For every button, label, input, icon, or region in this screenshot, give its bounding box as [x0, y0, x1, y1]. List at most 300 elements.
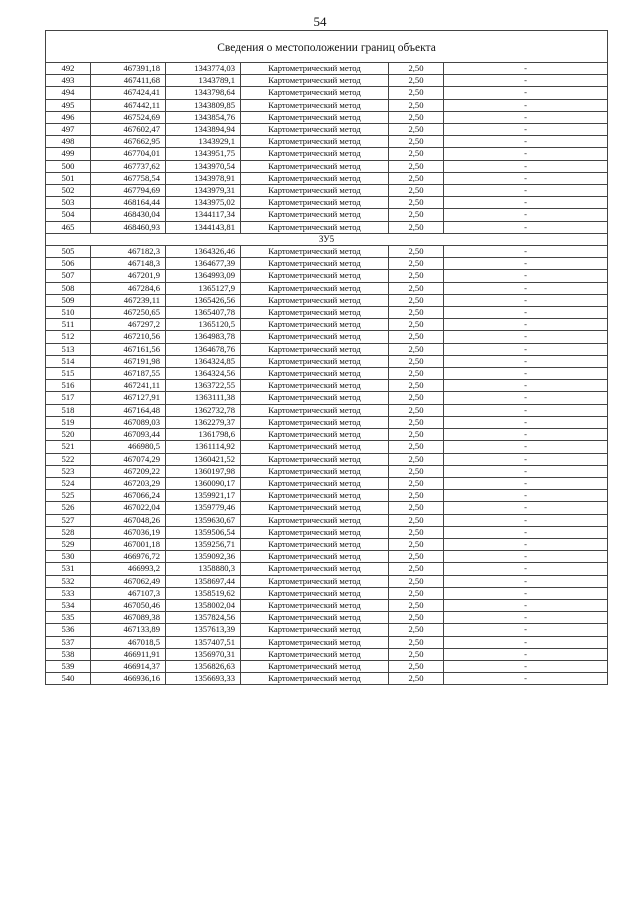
- table-row: [46, 636, 608, 648]
- precision-cell: 2,50: [389, 136, 444, 148]
- coord-x-cell: 467391,18: [91, 63, 166, 75]
- coord-x-cell: 467107,3: [91, 587, 166, 599]
- point-number-cell: 510: [46, 307, 91, 319]
- coord-y-cell: 1344117,34: [166, 209, 241, 221]
- method-cell: Картометрический метод: [241, 453, 389, 465]
- point-number-cell: 502: [46, 185, 91, 197]
- point-number-cell: 540: [46, 673, 91, 685]
- method-cell: Картометрический метод: [241, 429, 389, 441]
- coord-y-cell: 1356826,63: [166, 660, 241, 672]
- description-cell: -: [444, 575, 608, 587]
- precision-cell: 2,50: [389, 270, 444, 282]
- precision-cell: 2,50: [389, 319, 444, 331]
- point-number-cell: 497: [46, 124, 91, 136]
- precision-cell: 2,50: [389, 490, 444, 502]
- point-number-cell: 503: [46, 197, 91, 209]
- method-cell: Картометрический метод: [241, 246, 389, 258]
- precision-cell: 2,50: [389, 160, 444, 172]
- precision-cell: 2,50: [389, 197, 444, 209]
- precision-cell: 2,50: [389, 477, 444, 489]
- coord-y-cell: 1365426,56: [166, 294, 241, 306]
- coord-x-cell: 467018,5: [91, 636, 166, 648]
- coord-x-cell: 467250,65: [91, 307, 166, 319]
- method-cell: Картометрический метод: [241, 343, 389, 355]
- coord-y-cell: 1357613,39: [166, 624, 241, 636]
- table-body: [46, 31, 608, 685]
- point-number-cell: 511: [46, 319, 91, 331]
- table-row: [46, 160, 608, 172]
- description-cell: -: [444, 185, 608, 197]
- method-cell: Картометрический метод: [241, 416, 389, 428]
- coord-y-cell: 1343894,94: [166, 124, 241, 136]
- coord-x-cell: 467737,62: [91, 160, 166, 172]
- precision-cell: 2,50: [389, 660, 444, 672]
- coord-y-cell: 1362279,37: [166, 416, 241, 428]
- precision-cell: 2,50: [389, 87, 444, 99]
- method-cell: Картометрический метод: [241, 368, 389, 380]
- point-number-cell: 526: [46, 502, 91, 514]
- description-cell: -: [444, 551, 608, 563]
- precision-cell: 2,50: [389, 648, 444, 660]
- coord-x-cell: 468164,44: [91, 197, 166, 209]
- description-cell: -: [444, 502, 608, 514]
- precision-cell: 2,50: [389, 599, 444, 611]
- description-cell: -: [444, 87, 608, 99]
- table-row: [46, 87, 608, 99]
- coord-y-cell: 1362732,78: [166, 404, 241, 416]
- coord-x-cell: 468430,04: [91, 209, 166, 221]
- point-number-cell: 539: [46, 660, 91, 672]
- method-cell: Картометрический метод: [241, 270, 389, 282]
- method-cell: Картометрический метод: [241, 673, 389, 685]
- coord-y-cell: 1363722,55: [166, 380, 241, 392]
- coord-x-cell: 466936,16: [91, 673, 166, 685]
- method-cell: Картометрический метод: [241, 404, 389, 416]
- coord-x-cell: 467201,9: [91, 270, 166, 282]
- point-number-cell: 494: [46, 87, 91, 99]
- description-cell: -: [444, 563, 608, 575]
- coord-y-cell: 1365120,5: [166, 319, 241, 331]
- table-row: [46, 526, 608, 538]
- point-number-cell: 493: [46, 75, 91, 87]
- method-cell: Картометрический метод: [241, 490, 389, 502]
- precision-cell: 2,50: [389, 124, 444, 136]
- description-cell: -: [444, 148, 608, 160]
- coord-y-cell: 1360197,98: [166, 465, 241, 477]
- precision-cell: 2,50: [389, 111, 444, 123]
- precision-cell: 2,50: [389, 673, 444, 685]
- description-cell: -: [444, 368, 608, 380]
- method-cell: Картометрический метод: [241, 185, 389, 197]
- coord-x-cell: 467050,46: [91, 599, 166, 611]
- method-cell: Картометрический метод: [241, 514, 389, 526]
- table-row: [46, 136, 608, 148]
- method-cell: Картометрический метод: [241, 99, 389, 111]
- description-cell: -: [444, 294, 608, 306]
- precision-cell: 2,50: [389, 63, 444, 75]
- table-row: [46, 477, 608, 489]
- method-cell: Картометрический метод: [241, 307, 389, 319]
- table-row: [46, 551, 608, 563]
- coord-x-cell: 467297,2: [91, 319, 166, 331]
- table-row: [46, 319, 608, 331]
- coord-y-cell: 1343774,03: [166, 63, 241, 75]
- coord-x-cell: 467704,01: [91, 148, 166, 160]
- coord-x-cell: 467411,68: [91, 75, 166, 87]
- description-cell: -: [444, 624, 608, 636]
- point-number-cell: 514: [46, 355, 91, 367]
- page-number: 54: [313, 14, 327, 29]
- precision-cell: 2,50: [389, 246, 444, 258]
- precision-cell: 2,50: [389, 514, 444, 526]
- coord-x-cell: 467161,56: [91, 343, 166, 355]
- table-row: [46, 75, 608, 87]
- coord-y-cell: 1361114,92: [166, 441, 241, 453]
- table-row: [46, 258, 608, 270]
- coord-y-cell: 1364678,76: [166, 343, 241, 355]
- table-row: [46, 380, 608, 392]
- method-cell: Картометрический метод: [241, 575, 389, 587]
- point-number-cell: 532: [46, 575, 91, 587]
- precision-cell: 2,50: [389, 404, 444, 416]
- precision-cell: 2,50: [389, 453, 444, 465]
- coord-x-cell: 467048,26: [91, 514, 166, 526]
- precision-cell: 2,50: [389, 75, 444, 87]
- description-cell: -: [444, 246, 608, 258]
- coord-y-cell: 1358002,04: [166, 599, 241, 611]
- point-number-cell: 512: [46, 331, 91, 343]
- precision-cell: 2,50: [389, 441, 444, 453]
- table-row: [46, 587, 608, 599]
- coord-x-cell: 466980,5: [91, 441, 166, 453]
- table-row: [46, 282, 608, 294]
- coord-y-cell: 1358519,62: [166, 587, 241, 599]
- coord-x-cell: 467209,22: [91, 465, 166, 477]
- description-cell: -: [444, 282, 608, 294]
- table-row: [46, 490, 608, 502]
- point-number-cell: 527: [46, 514, 91, 526]
- coord-y-cell: 1359506,54: [166, 526, 241, 538]
- point-number-cell: 509: [46, 294, 91, 306]
- table-row: [46, 648, 608, 660]
- precision-cell: 2,50: [389, 612, 444, 624]
- coord-y-cell: 1357824,56: [166, 612, 241, 624]
- section-label: ЗУ5: [46, 233, 608, 245]
- precision-cell: 2,50: [389, 538, 444, 550]
- point-number-cell: 528: [46, 526, 91, 538]
- coord-x-cell: 466993,2: [91, 563, 166, 575]
- description-cell: -: [444, 587, 608, 599]
- description-cell: -: [444, 526, 608, 538]
- coord-y-cell: 1364993,09: [166, 270, 241, 282]
- description-cell: -: [444, 599, 608, 611]
- precision-cell: 2,50: [389, 551, 444, 563]
- table-row: [46, 673, 608, 685]
- precision-cell: 2,50: [389, 587, 444, 599]
- table-row: [46, 453, 608, 465]
- description-cell: -: [444, 258, 608, 270]
- description-cell: -: [444, 404, 608, 416]
- description-cell: -: [444, 490, 608, 502]
- method-cell: Картометрический метод: [241, 75, 389, 87]
- description-cell: -: [444, 636, 608, 648]
- description-cell: -: [444, 221, 608, 233]
- method-cell: Картометрический метод: [241, 612, 389, 624]
- point-number-cell: 498: [46, 136, 91, 148]
- point-number-cell: 531: [46, 563, 91, 575]
- coord-y-cell: 1364677,39: [166, 258, 241, 270]
- description-cell: -: [444, 441, 608, 453]
- coord-x-cell: 466914,37: [91, 660, 166, 672]
- point-number-cell: 517: [46, 392, 91, 404]
- description-cell: -: [444, 355, 608, 367]
- method-cell: Картометрический метод: [241, 136, 389, 148]
- coord-y-cell: 1361798,6: [166, 429, 241, 441]
- table-row: [46, 624, 608, 636]
- coord-y-cell: 1343975,02: [166, 197, 241, 209]
- precision-cell: 2,50: [389, 502, 444, 514]
- table-row: [46, 63, 608, 75]
- method-cell: Картометрический метод: [241, 526, 389, 538]
- coordinates-table-container: [45, 30, 607, 685]
- method-cell: Картометрический метод: [241, 331, 389, 343]
- point-number-cell: 465: [46, 221, 91, 233]
- point-number-cell: 504: [46, 209, 91, 221]
- point-number-cell: 513: [46, 343, 91, 355]
- method-cell: Картометрический метод: [241, 282, 389, 294]
- point-number-cell: 506: [46, 258, 91, 270]
- coord-x-cell: 467524,69: [91, 111, 166, 123]
- coord-y-cell: 1359779,46: [166, 502, 241, 514]
- point-number-cell: 536: [46, 624, 91, 636]
- coord-y-cell: 1343970,54: [166, 160, 241, 172]
- coord-x-cell: 466976,72: [91, 551, 166, 563]
- coord-x-cell: 467074,29: [91, 453, 166, 465]
- point-number-cell: 496: [46, 111, 91, 123]
- description-cell: -: [444, 538, 608, 550]
- point-number-cell: 505: [46, 246, 91, 258]
- precision-cell: 2,50: [389, 307, 444, 319]
- description-cell: -: [444, 477, 608, 489]
- method-cell: Картометрический метод: [241, 355, 389, 367]
- coord-y-cell: 1360421,52: [166, 453, 241, 465]
- section-row: [46, 233, 608, 245]
- coord-x-cell: 467001,18: [91, 538, 166, 550]
- precision-cell: 2,50: [389, 563, 444, 575]
- description-cell: -: [444, 197, 608, 209]
- method-cell: Картометрический метод: [241, 477, 389, 489]
- precision-cell: 2,50: [389, 380, 444, 392]
- coord-x-cell: 466911,91: [91, 648, 166, 660]
- point-number-cell: 522: [46, 453, 91, 465]
- coord-x-cell: 467089,38: [91, 612, 166, 624]
- coord-x-cell: 467203,29: [91, 477, 166, 489]
- method-cell: Картометрический метод: [241, 160, 389, 172]
- coord-y-cell: 1343854,76: [166, 111, 241, 123]
- method-cell: Картометрический метод: [241, 111, 389, 123]
- table-row: [46, 307, 608, 319]
- coord-y-cell: 1364324,85: [166, 355, 241, 367]
- method-cell: Картометрический метод: [241, 660, 389, 672]
- method-cell: Картометрический метод: [241, 63, 389, 75]
- coord-x-cell: 467066,24: [91, 490, 166, 502]
- description-cell: -: [444, 124, 608, 136]
- coord-y-cell: 1343979,31: [166, 185, 241, 197]
- coord-x-cell: 467187,55: [91, 368, 166, 380]
- precision-cell: 2,50: [389, 575, 444, 587]
- description-cell: -: [444, 172, 608, 184]
- point-number-cell: 516: [46, 380, 91, 392]
- coord-x-cell: 467022,04: [91, 502, 166, 514]
- table-row: [46, 99, 608, 111]
- precision-cell: 2,50: [389, 172, 444, 184]
- precision-cell: 2,50: [389, 624, 444, 636]
- coord-y-cell: 1359256,71: [166, 538, 241, 550]
- method-cell: Картометрический метод: [241, 587, 389, 599]
- method-cell: Картометрический метод: [241, 392, 389, 404]
- coord-y-cell: 1356693,33: [166, 673, 241, 685]
- precision-cell: 2,50: [389, 331, 444, 343]
- method-cell: Картометрический метод: [241, 599, 389, 611]
- table-row: [46, 660, 608, 672]
- coord-y-cell: 1356970,31: [166, 648, 241, 660]
- coord-x-cell: 467210,56: [91, 331, 166, 343]
- method-cell: Картометрический метод: [241, 465, 389, 477]
- coord-y-cell: 1359630,67: [166, 514, 241, 526]
- title-row: [46, 31, 608, 63]
- description-cell: -: [444, 673, 608, 685]
- precision-cell: 2,50: [389, 355, 444, 367]
- description-cell: -: [444, 380, 608, 392]
- precision-cell: 2,50: [389, 221, 444, 233]
- point-number-cell: 523: [46, 465, 91, 477]
- table-row: [46, 502, 608, 514]
- description-cell: -: [444, 612, 608, 624]
- description-cell: -: [444, 429, 608, 441]
- table-row: [46, 416, 608, 428]
- description-cell: -: [444, 160, 608, 172]
- point-number-cell: 519: [46, 416, 91, 428]
- table-row: [46, 124, 608, 136]
- point-number-cell: 515: [46, 368, 91, 380]
- description-cell: -: [444, 111, 608, 123]
- table-row: [46, 404, 608, 416]
- description-cell: -: [444, 514, 608, 526]
- table-row: [46, 221, 608, 233]
- table-row: [46, 575, 608, 587]
- coord-x-cell: 467241,11: [91, 380, 166, 392]
- coord-x-cell: 467191,98: [91, 355, 166, 367]
- table-title: Сведения о местоположении границ объекта: [46, 31, 608, 63]
- coord-y-cell: 1365407,78: [166, 307, 241, 319]
- point-number-cell: 495: [46, 99, 91, 111]
- point-number-cell: 538: [46, 648, 91, 660]
- coord-x-cell: 467662,95: [91, 136, 166, 148]
- coord-x-cell: 467148,3: [91, 258, 166, 270]
- precision-cell: 2,50: [389, 209, 444, 221]
- table-row: [46, 209, 608, 221]
- method-cell: Картометрический метод: [241, 87, 389, 99]
- precision-cell: 2,50: [389, 343, 444, 355]
- table-row: [46, 538, 608, 550]
- precision-cell: 2,50: [389, 636, 444, 648]
- table-row: [46, 612, 608, 624]
- method-cell: Картометрический метод: [241, 551, 389, 563]
- precision-cell: 2,50: [389, 282, 444, 294]
- method-cell: Картометрический метод: [241, 441, 389, 453]
- point-number-cell: 524: [46, 477, 91, 489]
- method-cell: Картометрический метод: [241, 197, 389, 209]
- table-row: [46, 355, 608, 367]
- point-number-cell: 499: [46, 148, 91, 160]
- coord-y-cell: 1365127,9: [166, 282, 241, 294]
- coord-x-cell: 468460,93: [91, 221, 166, 233]
- coord-y-cell: 1360090,17: [166, 477, 241, 489]
- table-row: [46, 599, 608, 611]
- description-cell: -: [444, 209, 608, 221]
- precision-cell: 2,50: [389, 392, 444, 404]
- method-cell: Картометрический метод: [241, 538, 389, 550]
- point-number-cell: 520: [46, 429, 91, 441]
- coord-x-cell: 467602,47: [91, 124, 166, 136]
- table-row: [46, 331, 608, 343]
- coord-y-cell: 1343798,64: [166, 87, 241, 99]
- coord-x-cell: 467239,11: [91, 294, 166, 306]
- coord-x-cell: 467424,41: [91, 87, 166, 99]
- precision-cell: 2,50: [389, 368, 444, 380]
- coord-x-cell: 467127,91: [91, 392, 166, 404]
- coord-y-cell: 1364983,78: [166, 331, 241, 343]
- description-cell: -: [444, 270, 608, 282]
- coord-y-cell: 1358697,44: [166, 575, 241, 587]
- coord-y-cell: 1358880,3: [166, 563, 241, 575]
- table-row: [46, 197, 608, 209]
- description-cell: -: [444, 648, 608, 660]
- table-row: [46, 111, 608, 123]
- coord-y-cell: 1344143,81: [166, 221, 241, 233]
- point-number-cell: 525: [46, 490, 91, 502]
- coord-x-cell: 467164,48: [91, 404, 166, 416]
- table-row: [46, 465, 608, 477]
- description-cell: -: [444, 307, 608, 319]
- precision-cell: 2,50: [389, 99, 444, 111]
- description-cell: -: [444, 319, 608, 331]
- coord-x-cell: 467284,6: [91, 282, 166, 294]
- method-cell: Картометрический метод: [241, 209, 389, 221]
- description-cell: -: [444, 99, 608, 111]
- method-cell: Картометрический метод: [241, 624, 389, 636]
- coord-y-cell: 1359921,17: [166, 490, 241, 502]
- method-cell: Картометрический метод: [241, 563, 389, 575]
- precision-cell: 2,50: [389, 526, 444, 538]
- coord-x-cell: 467442,11: [91, 99, 166, 111]
- table-row: [46, 392, 608, 404]
- coord-x-cell: 467093,44: [91, 429, 166, 441]
- description-cell: -: [444, 331, 608, 343]
- coord-y-cell: 1357407,51: [166, 636, 241, 648]
- description-cell: -: [444, 660, 608, 672]
- coord-y-cell: 1363111,38: [166, 392, 241, 404]
- point-number-cell: 535: [46, 612, 91, 624]
- coord-x-cell: 467794,69: [91, 185, 166, 197]
- point-number-cell: 507: [46, 270, 91, 282]
- table-row: [46, 246, 608, 258]
- method-cell: Картометрический метод: [241, 294, 389, 306]
- table-row: [46, 429, 608, 441]
- table-row: [46, 563, 608, 575]
- point-number-cell: 537: [46, 636, 91, 648]
- table-row: [46, 343, 608, 355]
